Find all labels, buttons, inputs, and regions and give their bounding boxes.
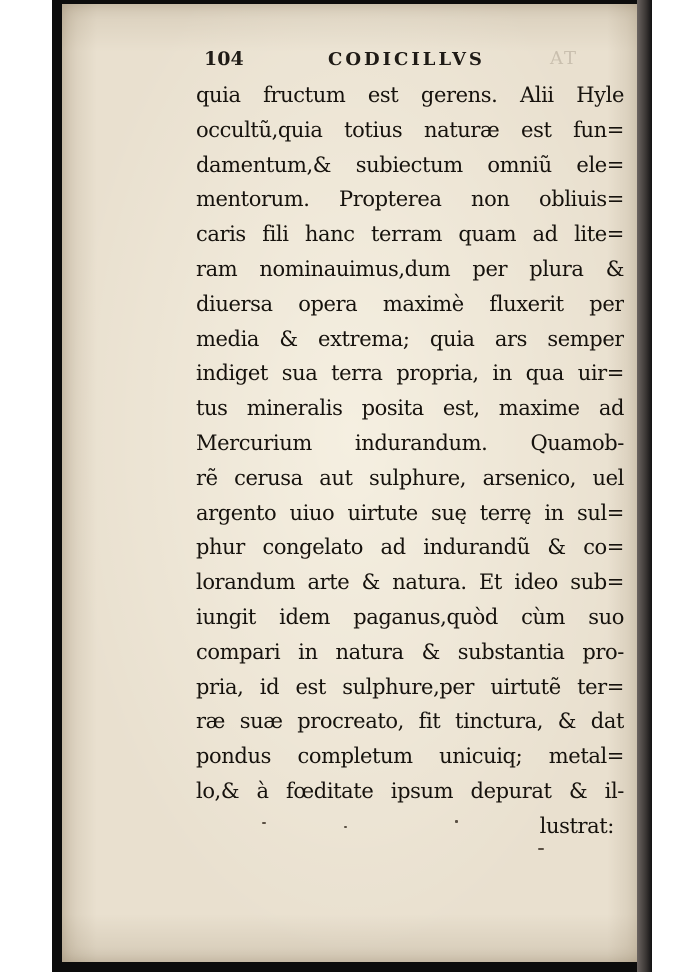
text-line: ram nominauimus,dum per plura & [196, 256, 624, 281]
faint-header-mark: AT [550, 48, 579, 69]
ink-speck [538, 848, 544, 850]
text-line: lorandum arte & natura. Et ideo sub= [196, 570, 624, 595]
text-line: media & extrema; quia ars semper [196, 326, 624, 351]
text-line: diuersa opera maximè fluxerit per [196, 291, 624, 316]
text-line: pria, id est sulphure,per uirtutẽ ter= [196, 674, 624, 699]
text-line: caris fili hanc terram quam ad lite= [196, 222, 624, 247]
text-line: indiget sua terra propria, in qua uir= [196, 361, 624, 386]
text-line: phur congelato ad indurandũ & co= [196, 535, 624, 560]
text-line: quia fructum est gerens. Alii Hyle [196, 83, 624, 107]
text-line: iungit idem paganus,quòd cùm suo [196, 604, 624, 629]
text-line: pondus completum unicuiq; metal= [196, 744, 624, 769]
text-line: damentum,& subiectum omniũ ele= [196, 152, 624, 177]
page-gutter-shadow [637, 0, 652, 972]
ink-speck [455, 820, 458, 823]
text-line: mentorum. Propterea non obliuis= [196, 187, 624, 212]
ink-speck [262, 822, 266, 824]
text-line: Mercurium indurandum. Quamob- [196, 430, 624, 455]
ink-speck [344, 826, 347, 828]
text-line: argento uiuo uirtute suę terrę in sul= [196, 500, 624, 525]
body-text [196, 78, 624, 844]
text-line: rẽ cerusa aut sulphure, arsenico, uel [196, 465, 624, 490]
text-line: tus mineralis posita est, maxime ad [196, 396, 624, 421]
text-line: occultũ,quia totius naturæ est fun= [196, 117, 624, 142]
text-line: compari in natura & substantia pro- [196, 639, 624, 664]
catchword-line: lustrat: [539, 813, 614, 838]
folio-number: 104 [204, 48, 244, 70]
page-header [204, 48, 624, 74]
text-line: lo,& à fœditate ipsum depurat & il- [196, 778, 624, 803]
text-line: ræ suæ procreato, fit tinctura, & dat [196, 709, 624, 734]
running-head: CODICILLVS [328, 49, 485, 70]
